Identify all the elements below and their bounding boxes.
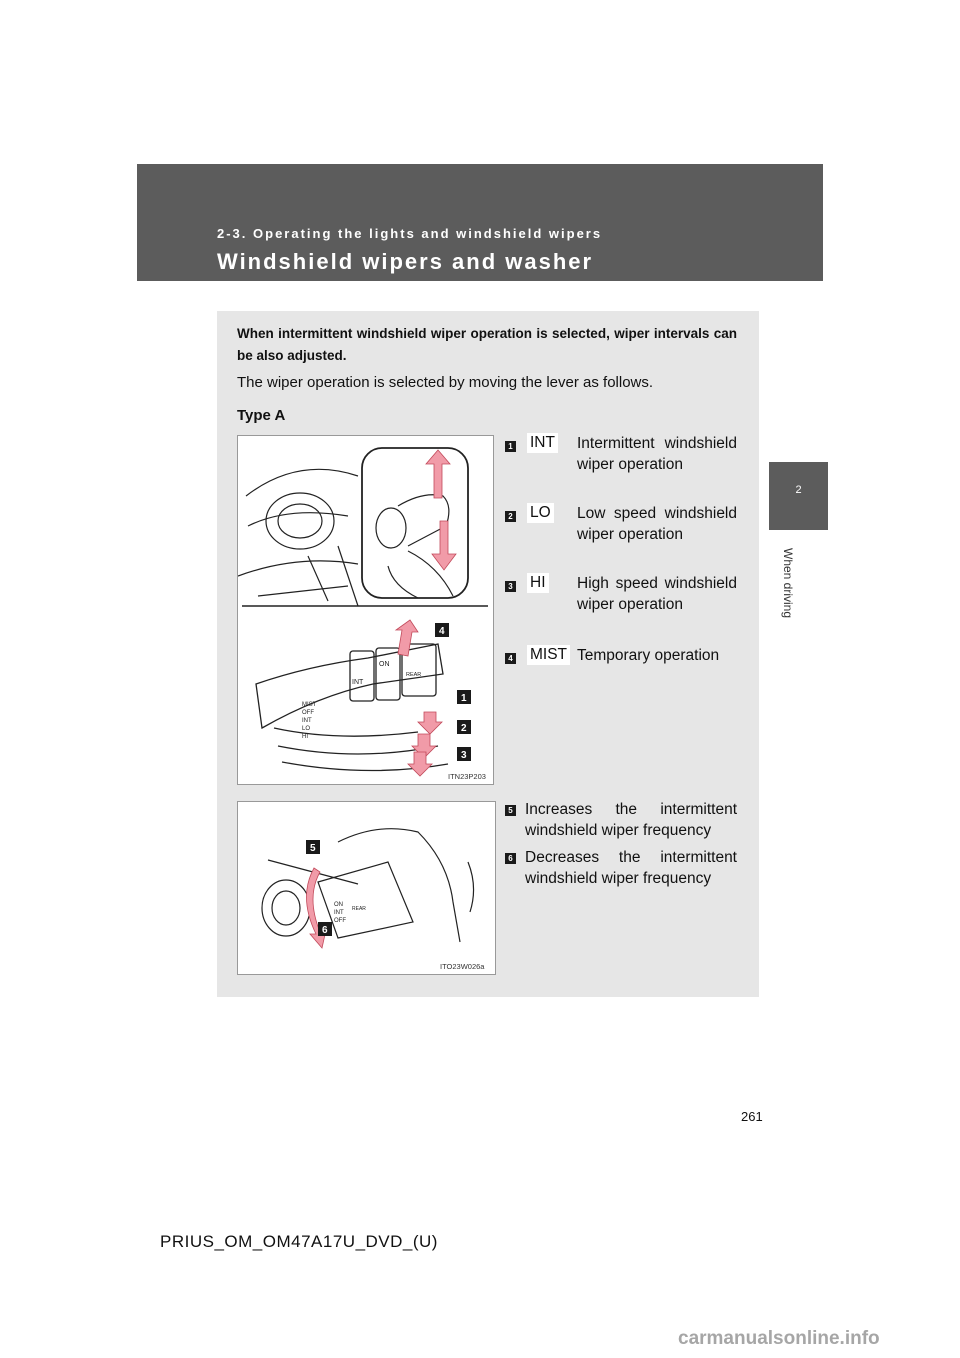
number-badge: 4	[505, 653, 516, 664]
svg-text:2: 2	[461, 723, 467, 734]
mode-label: INT	[527, 433, 558, 453]
label-mist: MIST	[302, 702, 317, 708]
wiper-lever-figure	[237, 435, 494, 785]
frequency-ring-figure	[237, 801, 496, 975]
label-int-ring: INT	[352, 679, 364, 686]
svg-text:1: 1	[461, 693, 467, 704]
item-desc: Increases the intermittent windshield wiper frequency	[525, 801, 737, 839]
svg-text:4: 4	[439, 626, 445, 637]
item-desc: Low speed windshield wiper operation	[577, 505, 737, 543]
chapter-number: 2	[795, 484, 802, 496]
chapter-label: When driving	[781, 548, 795, 619]
label-hi: HI	[302, 734, 308, 740]
type-label: Type A	[237, 407, 286, 424]
inset-frame	[362, 448, 468, 598]
item-desc: Intermittent windshield wiper operation	[577, 435, 737, 473]
page-header	[137, 164, 823, 281]
page-number: 261	[741, 1109, 763, 1124]
ring-label-off: OFF	[334, 918, 346, 924]
wiper-lever-illustration	[238, 436, 493, 784]
svg-text:3: 3	[461, 750, 467, 761]
watermark[interactable]: carmanualsonline.info	[678, 1328, 880, 1349]
cockpit-drawing	[238, 469, 358, 606]
label-rear: REAR	[406, 672, 422, 678]
svg-text:5: 5	[310, 843, 316, 854]
number-badge: 2	[505, 511, 516, 522]
content-panel	[217, 311, 759, 997]
figure-code-1: ITN23P203	[448, 772, 486, 781]
figure-code-2: ITO23W026a	[440, 962, 485, 971]
item-desc: High speed windshield wiper operation	[577, 575, 737, 613]
ring-label-on: ON	[334, 902, 343, 908]
document-id: PRIUS_OM_OM47A17U_DVD_(U)	[160, 1232, 438, 1251]
arrow-mist	[396, 620, 418, 656]
label-off: OFF	[302, 710, 314, 716]
item-desc: Decreases the intermittent windshield wiper frequency	[525, 849, 737, 887]
mode-label: MIST	[527, 645, 570, 665]
arrow-int	[418, 712, 442, 734]
arrow-hi	[408, 752, 432, 776]
label-int: INT	[302, 718, 312, 724]
item-desc: Temporary operation	[577, 647, 720, 664]
mode-label: LO	[527, 503, 554, 523]
svg-text:6: 6	[322, 925, 328, 936]
number-badge: 1	[505, 441, 516, 452]
label-on: ON	[379, 661, 390, 668]
page-title: Windshield wipers and washer	[217, 249, 594, 274]
mode-label: HI	[527, 573, 549, 593]
number-badge: 6	[505, 853, 516, 864]
label-lo: LO	[302, 726, 311, 732]
intro-text: When intermittent windshield wiper operation is selected, wiper intervals can be also adjusted.	[237, 326, 737, 363]
ring-label-rear: REAR	[352, 906, 366, 912]
number-badge: 5	[505, 805, 516, 816]
lead-text: The wiper operation is selected by moving the lever as follows.	[237, 374, 654, 391]
chapter-tab[interactable]	[769, 462, 828, 530]
section-heading: 2-3. Operating the lights and windshield wipers	[217, 226, 603, 241]
frequency-ring-illustration	[238, 802, 495, 974]
ring-label-int: INT	[334, 910, 344, 916]
number-badge: 3	[505, 581, 516, 592]
